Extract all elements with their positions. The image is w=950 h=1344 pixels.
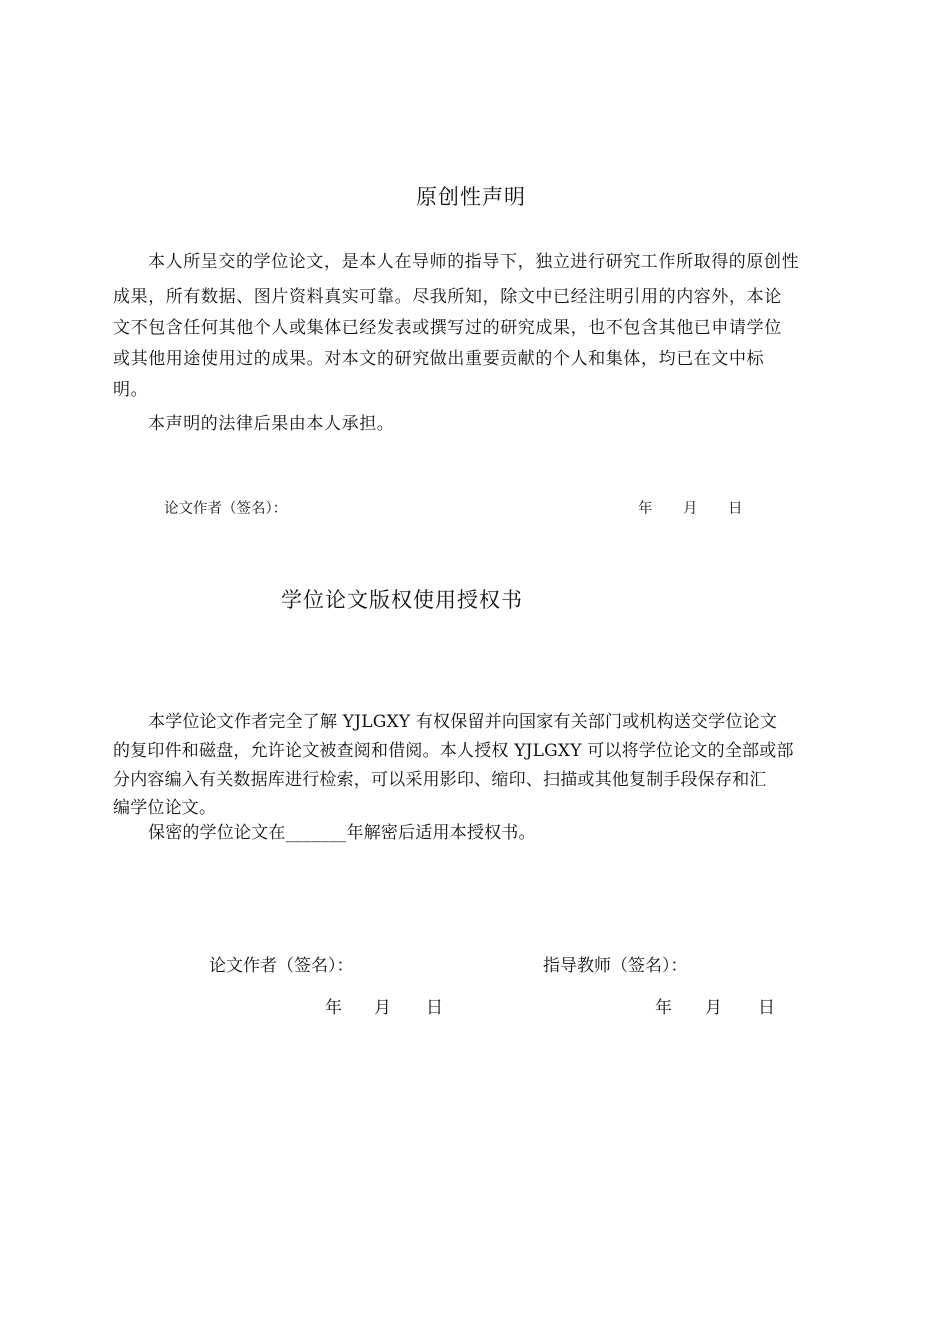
supervisor-date-day: 日 — [758, 998, 775, 1018]
declaration-line-2: 成果，所有数据、图片资料真实可靠。尽我所知，除文中已经注明引用的内容外，本论 — [113, 287, 782, 307]
authorization-supervisor-label: 指导教师（签名）： — [543, 956, 688, 976]
declaration-date-year: 年 — [638, 501, 653, 517]
declaration-line-6: 本声明的法律后果由本人承担。 — [148, 414, 395, 434]
authorization-line-4: 编学位论文。 — [113, 798, 217, 818]
declaration-line-5: 明。 — [113, 380, 149, 400]
authorization-title: 学位论文版权使用授权书 — [281, 588, 523, 612]
declaration-title: 原创性声明 — [416, 185, 526, 209]
authorization-line-1: 本学位论文作者完全了解 YJLGXY 有权保留并向国家有关部门或机构送交学位论文 — [148, 712, 778, 732]
authorization-author-label: 论文作者（签名）： — [209, 956, 354, 976]
authorization-line-3: 分内容编入有关数据库进行检索，可以采用影印、缩印、扫描或其他复制手段保存和汇 — [113, 770, 767, 790]
authorization-line-5: 保密的学位论文在_______年解密后适用本授权书。 — [148, 823, 536, 843]
author-date-month: 月 — [374, 998, 391, 1018]
declaration-date-day: 日 — [728, 501, 743, 517]
supervisor-date-year: 年 — [655, 998, 672, 1018]
declaration-date-month: 月 — [683, 501, 698, 517]
author-date-year: 年 — [325, 998, 342, 1018]
authorization-line-2: 的复印件和磁盘，允许论文被查阅和借阅。本人授权 YJLGXY 可以将学位论文的全部或部 — [113, 741, 794, 761]
declaration-author-label: 论文作者（签名）： — [164, 501, 288, 517]
supervisor-date-month: 月 — [705, 998, 722, 1018]
declaration-line-3: 文不包含任何其他个人或集体已经发表或撰写过的研究成果，也不包含其他已申请学位 — [113, 318, 782, 338]
declaration-line-1: 本人所呈交的学位论文，是本人在导师的指导下，独立进行研究工作所取得的原创性 — [148, 252, 800, 272]
declaration-line-4: 或其他用途使用过的成果。对本文的研究做出重要贡献的个人和集体，均已在文中标 — [113, 349, 765, 369]
author-date-day: 日 — [426, 998, 443, 1018]
